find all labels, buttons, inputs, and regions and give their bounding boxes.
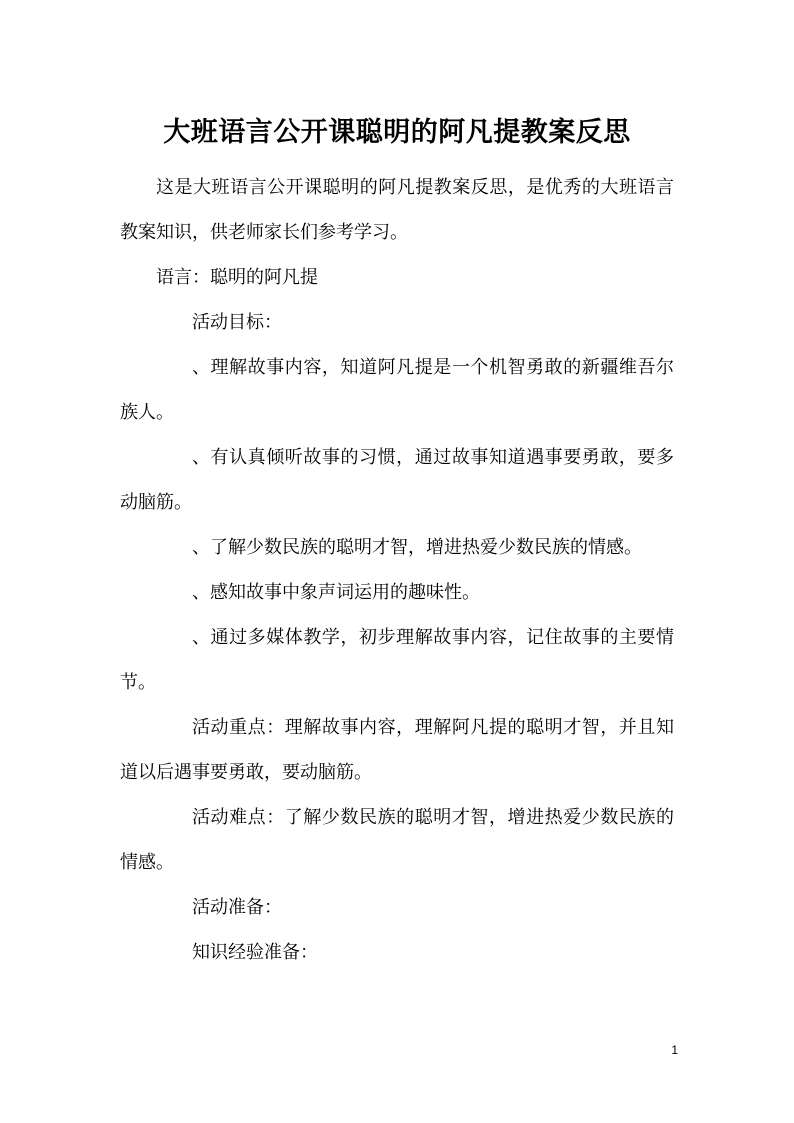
difficulties-paragraph: 活动难点：了解少数民族的聪明才智，增进热爱少数民族的情感。 <box>120 807 674 873</box>
document-body <box>120 165 674 975</box>
subject-line: 语言：聪明的阿凡提 <box>156 267 318 288</box>
goal-item: 、有认真倾听故事的习惯，通过故事知道遇事要勇敢，要多动脑筋。 <box>120 447 674 513</box>
section-heading-goals: 活动目标： <box>192 312 282 333</box>
document-title: 大班语言公开课聪明的阿凡提教案反思 <box>163 117 631 149</box>
intro-paragraph: 这是大班语言公开课聪明的阿凡提教案反思，是优秀的大班语言教案知识，供老师家长们参考学习。 <box>120 177 674 243</box>
goal-item: 、感知故事中象声词运用的趣味性。 <box>192 582 480 603</box>
goal-item: 、通过多媒体教学，初步理解故事内容，记住故事的主要情节。 <box>120 627 674 693</box>
goal-item: 、理解故事内容，知道阿凡提是一个机智勇敢的新疆维吾尔族人。 <box>120 357 674 423</box>
section-heading-preparation: 活动准备： <box>192 897 282 918</box>
page-number: 1 <box>671 1043 678 1057</box>
section-heading-knowledge: 知识经验准备： <box>192 942 318 963</box>
key-points-paragraph: 活动重点：理解故事内容，理解阿凡提的聪明才智，并且知道以后遇事要勇敢，要动脑筋。 <box>120 717 674 783</box>
goal-item: 、了解少数民族的聪明才智，增进热爱少数民族的情感。 <box>192 537 642 558</box>
